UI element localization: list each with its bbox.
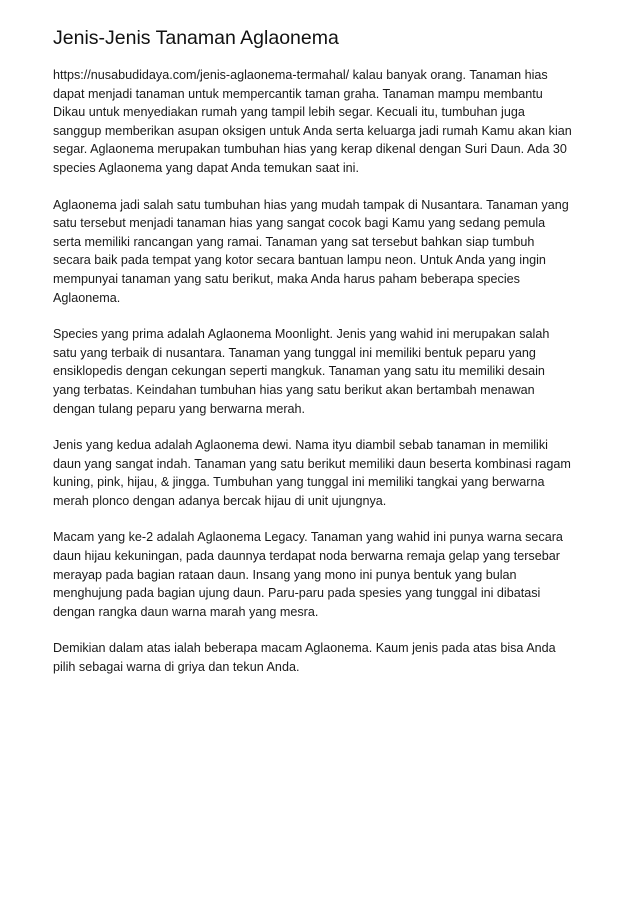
- page-title: Jenis-Jenis Tanaman Aglaonema: [53, 27, 339, 49]
- paragraph-nusantara: Aglaonema jadi salah satu tumbuhan hias yang mudah tampak di Nusantara. Tanaman yang satu tersebut menjadi tanaman hias yang sangat cocok bagi Kamu yang sedang pemula serta memiliki rancangan yang ramai. Tanaman yang sat tersebut bahkan siap tumbuh secara baik pada tempat yang kotor secara bantuan lampu neon. Untuk Anda yang ingin mempunyai tanaman yang satu berikut, maka Anda harus paham beberapa species Aglaonema.: [53, 197, 569, 305]
- document-page: [53, 26, 593, 695]
- paragraph-intro: https://nusabudidaya.com/jenis-aglaonema-termahal/ kalau banyak orang. Tanaman hias dapat menjadi tanaman untuk mempercantik taman graha. Tanaman mampu membantu Dikau untuk menyediakan rumah yang tampil lebih segar. Kecuali itu, tumbuhan juga sanggup memberikan asupan oksigen untuk Anda serta keluarga jadi rumah Kamu akan kian segar. Aglaonema merupakan tumbuhan hias yang kerap dikenal dengan Suri Daun. Ada 30 species Aglaonema yang dapat Anda temukan saat ini.: [53, 68, 572, 175]
- paragraph-dewi: Jenis yang kedua adalah Aglaonema dewi. Nama ityu diambil sebab tanaman in memiliki daun yang sangat indah. Tanaman yang satu berikut memiliki daun beserta kombinasi ragam kuning, pink, hijau, & jingga. Tumbuhan yang tunggal ini memiliki tangkai yang berwarna merah plonco dengan adanya bercak hijau di unit ujungnya.: [53, 438, 571, 508]
- paragraph-legacy: Macam yang ke-2 adalah Aglaonema Legacy. Tanaman yang wahid ini punya warna secara daun hijau kekuningan, pada daunnya terdapat noda berwarna remaja gelap yang tersebar merayap pada bagian rataan daun. Insang yang mono ini punya bentuk yang bulan menghujung pada bagian ujung daun. Paru-paru pada spesies yang tunggal ini dibatasi dengan rangka daun warna marah yang mesra.: [53, 530, 563, 619]
- paragraph-moonlight: Species yang prima adalah Aglaonema Moonlight. Jenis yang wahid ini merupakan salah satu yang terbaik di nusantara. Tanaman yang tunggal ini memiliki bentuk peparu yang ensiklopedis dengan cekungan seperti mangkuk. Tanaman yang satu itu memiliki desain yang terbatas. Keindahan tumbuhan hias yang satu berikut akan bertambah menawan dengan tulang peparu yang berwarna merah.: [53, 327, 550, 416]
- paragraph-closing: Demikian dalam atas ialah beberapa macam Aglaonema. Kaum jenis pada atas bisa Anda pilih sebagai warna di griya dan tekun Anda.: [53, 641, 556, 675]
